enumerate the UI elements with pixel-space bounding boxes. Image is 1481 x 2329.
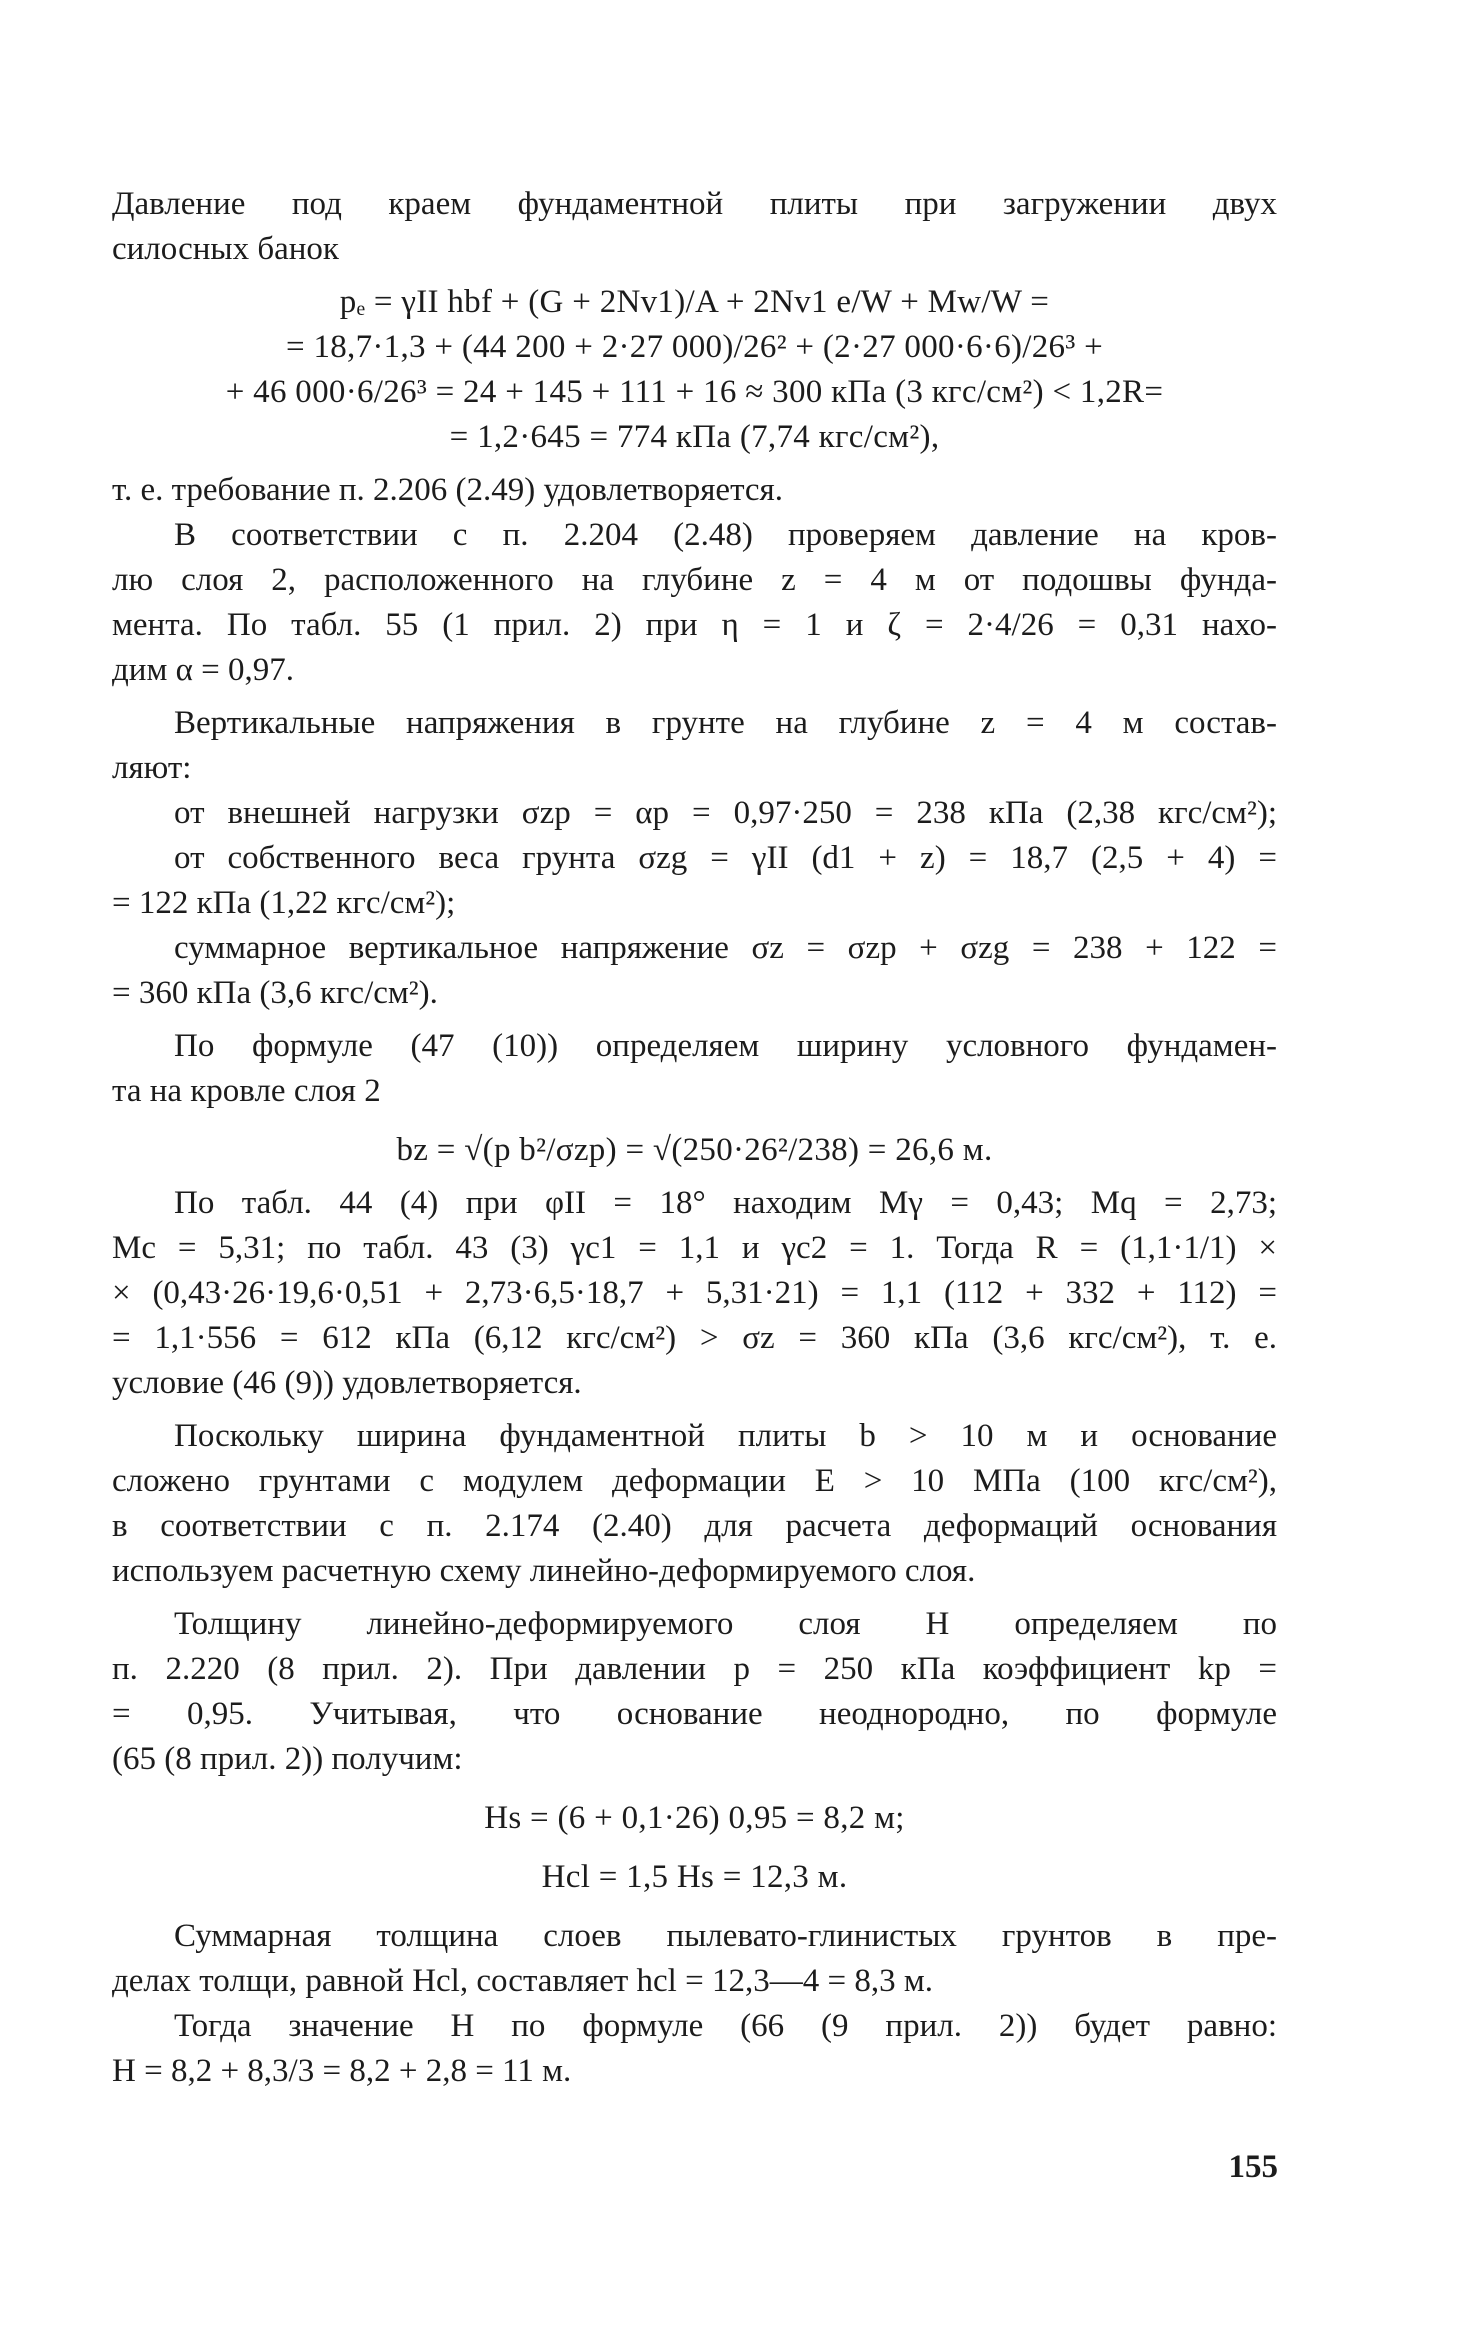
text-line: Толщину линейно-деформируемого слоя H определяем по xyxy=(174,1606,1277,1642)
text-line: т. е. требование п. 2.206 (2.49) удовлетворяется. xyxy=(112,472,783,508)
text-line: лю слоя 2, расположенного на глубине z = 4 м от подошвы фунда- xyxy=(112,562,1277,598)
page-number: 155 xyxy=(1228,2149,1278,2185)
text-line: = 0,95. Учитывая, что основание неоднородно, по формуле xyxy=(112,1696,1277,1732)
text-line: Давление под краем фундаментной плиты при загружении двух xyxy=(112,186,1277,222)
text-line: (65 (8 прил. 2)) получим: xyxy=(112,1741,463,1777)
text-line: п. 2.220 (8 прил. 2). При давлении p = 250 кПа коэффициент kp = xyxy=(112,1651,1277,1687)
formula-line: pₑ = γII hbf + (G + 2Nv1)/A + 2Nv1 e/W + Mw/W = xyxy=(339,284,1050,320)
text-line: По формуле (47 (10)) определяем ширину условного фундамен- xyxy=(174,1028,1277,1064)
text-line: от собственного веса грунта σzg = γII (d1 + z) = 18,7 (2,5 + 4) = xyxy=(174,840,1277,876)
text-line: = 1,1·556 = 612 кПа (6,12 кгс/см²) > σz = 360 кПа (3,6 кгс/см²), т. е. xyxy=(112,1320,1277,1356)
formula-line: = 1,2·645 = 774 кПа (7,74 кгс/см²), xyxy=(449,419,940,455)
formula-line: bz = √(p b²/σzp) = √(250·26²/238) = 26,6 м. xyxy=(396,1132,993,1168)
text-line: используем расчетную схему линейно-деформируемого слоя. xyxy=(112,1553,976,1589)
text-line: суммарное вертикальное напряжение σz = σzp + σzg = 238 + 122 = xyxy=(174,930,1277,966)
text-line: дим α = 0,97. xyxy=(112,652,294,688)
text-line: H = 8,2 + 8,3/3 = 8,2 + 2,8 = 11 м. xyxy=(112,2053,572,2089)
text-line: Поскольку ширина фундаментной плиты b > 10 м и основание xyxy=(174,1418,1277,1454)
text-line: × (0,43·26·19,6·0,51 + 2,73·6,5·18,7 + 5,31·21) = 1,1 (112 + 332 + 112) = xyxy=(112,1275,1277,1311)
text-line: Суммарная толщина слоев пылевато-глинистых грунтов в пре- xyxy=(174,1918,1277,1954)
page-text xyxy=(112,182,1277,2094)
text-line: от внешней нагрузки σzp = αp = 0,97·250 = 238 кПа (2,38 кгс/см²); xyxy=(174,795,1277,831)
text-line: По табл. 44 (4) при φII = 18° находим Mγ = 0,43; Mq = 2,73; xyxy=(174,1185,1277,1221)
text-line: силосных банок xyxy=(112,231,339,267)
text-line: = 360 кПа (3,6 кгс/см²). xyxy=(112,975,438,1011)
text-line: условие (46 (9)) удовлетворяется. xyxy=(112,1365,582,1401)
text-line: В соответствии с п. 2.204 (2.48) проверяем давление на кров- xyxy=(174,517,1277,553)
text-line: Mc = 5,31; по табл. 43 (3) γc1 = 1,1 и γc2 = 1. Тогда R = (1,1·1/1) × xyxy=(112,1230,1277,1266)
text-line: сложено грунтами с модулем деформации E > 10 МПа (100 кгс/см²), xyxy=(112,1463,1277,1499)
text-line: Тогда значение H по формуле (66 (9 прил. 2)) будет равно: xyxy=(174,2008,1277,2044)
formula-line: Hcl = 1,5 Hs = 12,3 м. xyxy=(541,1859,848,1895)
text-line: в соответствии с п. 2.174 (2.40) для расчета деформаций основания xyxy=(112,1508,1277,1544)
formula-line: + 46 000·6/26³ = 24 + 145 + 111 + 16 ≈ 300 кПа (3 кгс/см²) < 1,2R= xyxy=(225,374,1164,410)
text-line: = 122 кПа (1,22 кгс/см²); xyxy=(112,885,456,921)
formula-line: = 18,7·1,3 + (44 200 + 2·27 000)/26² + (2·27 000·6·6)/26³ + xyxy=(285,329,1104,365)
text-line: мента. По табл. 55 (1 прил. 2) при η = 1 и ζ = 2·4/26 = 0,31 нахо- xyxy=(112,607,1277,643)
text-line: делах толщи, равной Hcl, составляет hcl = 12,3—4 = 8,3 м. xyxy=(112,1963,933,1999)
text-line: Вертикальные напряжения в грунте на глубине z = 4 м состав- xyxy=(174,705,1277,741)
formula-line: Hs = (6 + 0,1·26) 0,95 = 8,2 м; xyxy=(484,1800,905,1836)
text-line: ляют: xyxy=(112,750,192,786)
text-line: та на кровле слоя 2 xyxy=(112,1073,381,1109)
